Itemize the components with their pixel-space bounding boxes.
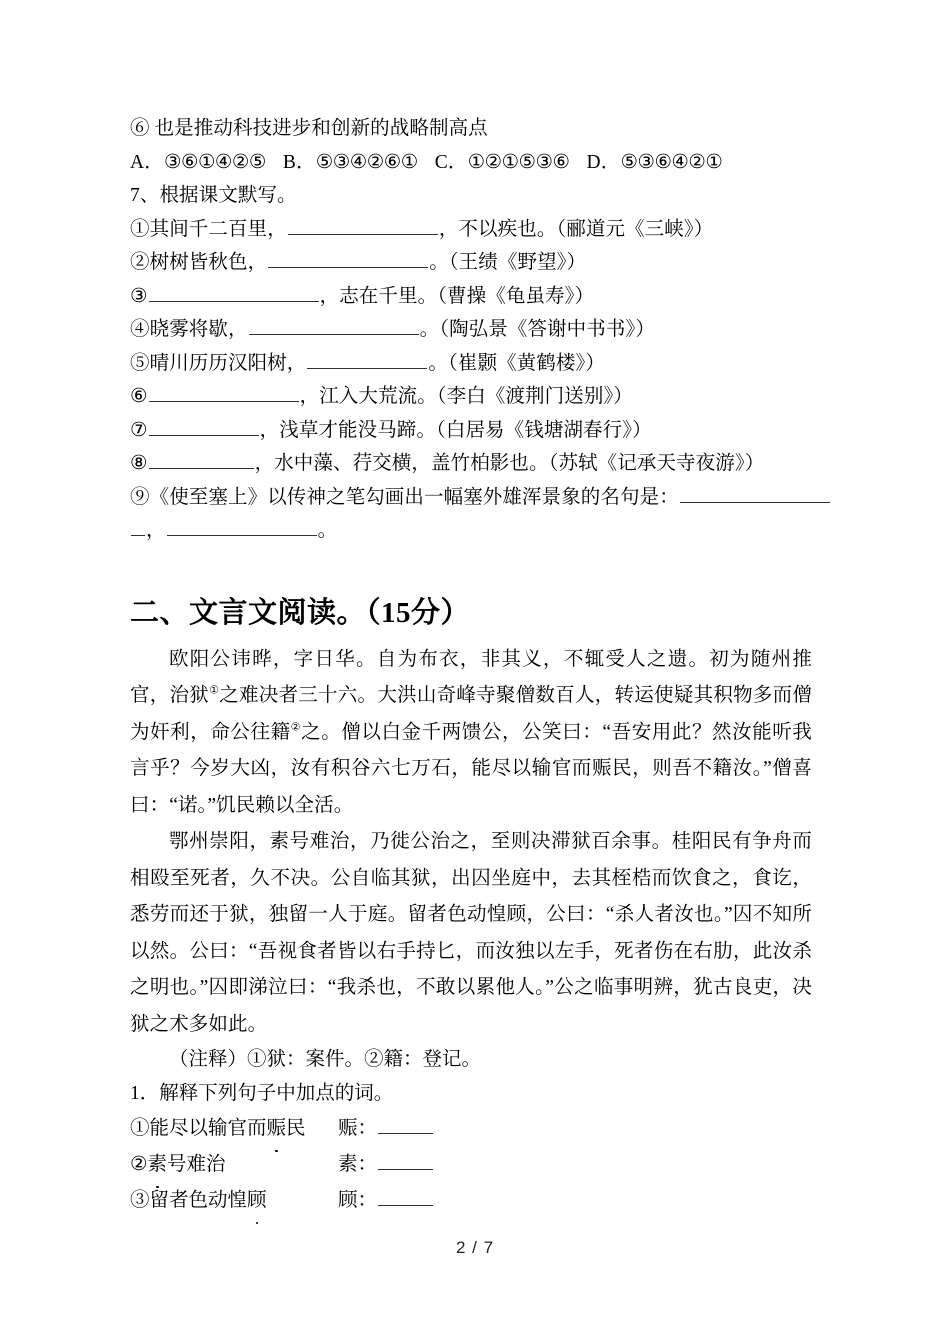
question6-options [130, 146, 810, 180]
question6-item-six: ⑥ 也是推动科技进步和创新的战略制高点 [130, 118, 488, 139]
item-text: 《使至塞上》以传神之笔勾画出一幅塞外雄浑景象的名句是： [149, 486, 679, 508]
answer-blank[interactable] [288, 219, 438, 235]
question7-item-8 [130, 447, 810, 481]
item-text-after: 。（崔颢《黄鹤楼》） [428, 352, 605, 374]
answer-blank[interactable] [268, 252, 428, 268]
item-stem [130, 1147, 338, 1183]
section2-heading: 二、文言文阅读。（15分） [130, 596, 471, 629]
stem-pre: 留者色动惶 [149, 1190, 248, 1211]
item-stem [130, 1183, 338, 1219]
footnote-ref-1: ① [209, 684, 220, 697]
item-marker: ③ [130, 1190, 150, 1211]
item-text-after: 。（陶弘景《答谢中书书》） [419, 319, 655, 340]
item-text-after: ，志在千里。（曹操《龟虽寿》） [319, 285, 595, 307]
item-text-after: ，浅草才能没马蹄。（白居易《钱塘湖春行》） [259, 419, 652, 441]
option-b-letter: B． [282, 151, 316, 173]
question1-item-3 [130, 1183, 810, 1219]
question7-item-9-continued [130, 514, 810, 548]
item-key-label: 赈： [338, 1118, 378, 1139]
question7-item-1 [130, 213, 810, 247]
answer-blank[interactable] [149, 386, 299, 402]
option-c-letter: C． [434, 151, 468, 173]
answer-blank[interactable] [378, 1154, 433, 1170]
item-marker: ⑦ [130, 419, 148, 441]
item-marker: ① [130, 218, 150, 240]
question7-prompt: 7、根据课文默写。 [130, 185, 297, 206]
question7-item-9 [130, 481, 810, 515]
item-comma: ， [146, 520, 166, 541]
item-period: 。 [317, 520, 338, 541]
emphasized-char: 顾 [247, 1183, 267, 1219]
item-marker: ④ [130, 319, 150, 340]
item-marker: ① [130, 1118, 150, 1139]
passage-footnotes: （注释）①狱：案件。②籍：登记。 [169, 1049, 482, 1070]
page-number: 2 / 7 [455, 1238, 495, 1257]
question7-item-6 [130, 380, 810, 414]
answer-blank[interactable] [307, 353, 427, 369]
option-d-value: ⑤③⑥④②① [620, 151, 723, 173]
item-marker: ② [130, 1154, 148, 1175]
question1-prompt: 1．解释下列句子中加点的词。 [130, 1083, 394, 1104]
item-text-before: 树树皆秋色， [149, 252, 268, 273]
item-marker: ③ [130, 285, 148, 307]
item-text-after: ，不以疾也。（郦道元《三峡》） [438, 218, 714, 240]
answer-blank-continuation[interactable] [131, 520, 145, 536]
answer-blank[interactable] [149, 286, 319, 302]
item-key-label: 素： [338, 1154, 378, 1175]
question7-item-2 [130, 246, 810, 280]
answer-blank[interactable] [249, 319, 419, 335]
item-key-label: 顾： [338, 1190, 378, 1211]
option-a-letter: A． [130, 151, 164, 173]
item-text-after: 。（王绩《野望》） [429, 252, 587, 273]
answer-blank[interactable] [167, 520, 317, 536]
item-text-after: ，江入大荒流。（李白《渡荆门送别》） [299, 386, 633, 407]
item-text-before: 晓雾将歇， [149, 319, 248, 340]
question1-item-2 [130, 1147, 810, 1183]
question7-item-3 [130, 280, 810, 314]
question7-item-7 [130, 414, 810, 448]
question7-item-4 [130, 313, 810, 347]
emphasized-char: 赈 [267, 1111, 287, 1147]
answer-blank[interactable] [149, 453, 254, 469]
passage-paragraph-2: 鄂州崇阳，素号难治，乃徙公治之，至则决滞狱百余事。桂阳民有争舟而相殴至死者，久不决。公自临其狱，出囚坐庭中，去其桎梏而饮食之，食讫，悉劳而还于狱，独留一人于庭。留者色动惶顾，公曰：“杀人者汝也。”囚不知所以然。公曰：“吾视食者皆以右手持匕，而汝独以左手，死者伤在右肋，此汝杀之明也。”囚即涕泣曰：“我杀也，不敢以累他人。”公之临事明辨，犹古良吏，决狱之术多如此。 [130, 831, 812, 1035]
answer-blank[interactable] [680, 487, 830, 503]
item-text-before: 晴川历历汉阳树， [149, 352, 307, 374]
question1-item-1 [130, 1111, 810, 1147]
item-text-after: ，水中藻、荇交横，盖竹柏影也。（苏轼《记承天寺夜游》） [254, 453, 765, 474]
item-marker: ② [130, 252, 150, 273]
stem-pre: 能尽以输官而 [149, 1118, 267, 1139]
stem-post: 民 [286, 1118, 306, 1139]
item-marker: ⑤ [130, 352, 150, 374]
option-a-value: ③⑥①④②⑤ [163, 151, 266, 173]
footnote-ref-2: ② [290, 721, 302, 733]
item-text-before: 其间千二百里， [149, 218, 287, 240]
answer-blank[interactable] [149, 420, 259, 436]
item-marker: ⑧ [130, 453, 148, 474]
item-stem [130, 1111, 338, 1147]
answer-blank[interactable] [378, 1118, 433, 1134]
option-d-letter: D． [586, 151, 621, 173]
stem-post: 号难治 [167, 1154, 226, 1175]
item-marker: ⑥ [130, 386, 148, 407]
answer-blank[interactable] [378, 1190, 433, 1206]
emphasized-char: 素 [147, 1147, 167, 1183]
question7-item-5 [130, 347, 810, 381]
item-marker: ⑨ [130, 486, 150, 508]
option-c-value: ①②①⑤③⑥ [467, 151, 570, 173]
passage-paragraph-1: 欧阳公讳晔，字日华。自为布衣，非其义，不辄受人之遗。初为随州推官，治狱①之难决者三十六。大洪山奇峰寺聚僧数百人，转运使疑其积物多而僧为奸利，命公往籍②之。僧以白金千两馈公，公笑曰：“吾安用此？然汝能听我言乎？今岁大凶，汝有积谷六七万石，能尽以输官而赈民，则吾不籍汝。”僧喜曰：“诺。”饥民赖以全活。 [130, 648, 812, 816]
option-b-value: ⑤③④②⑥① [315, 151, 418, 173]
